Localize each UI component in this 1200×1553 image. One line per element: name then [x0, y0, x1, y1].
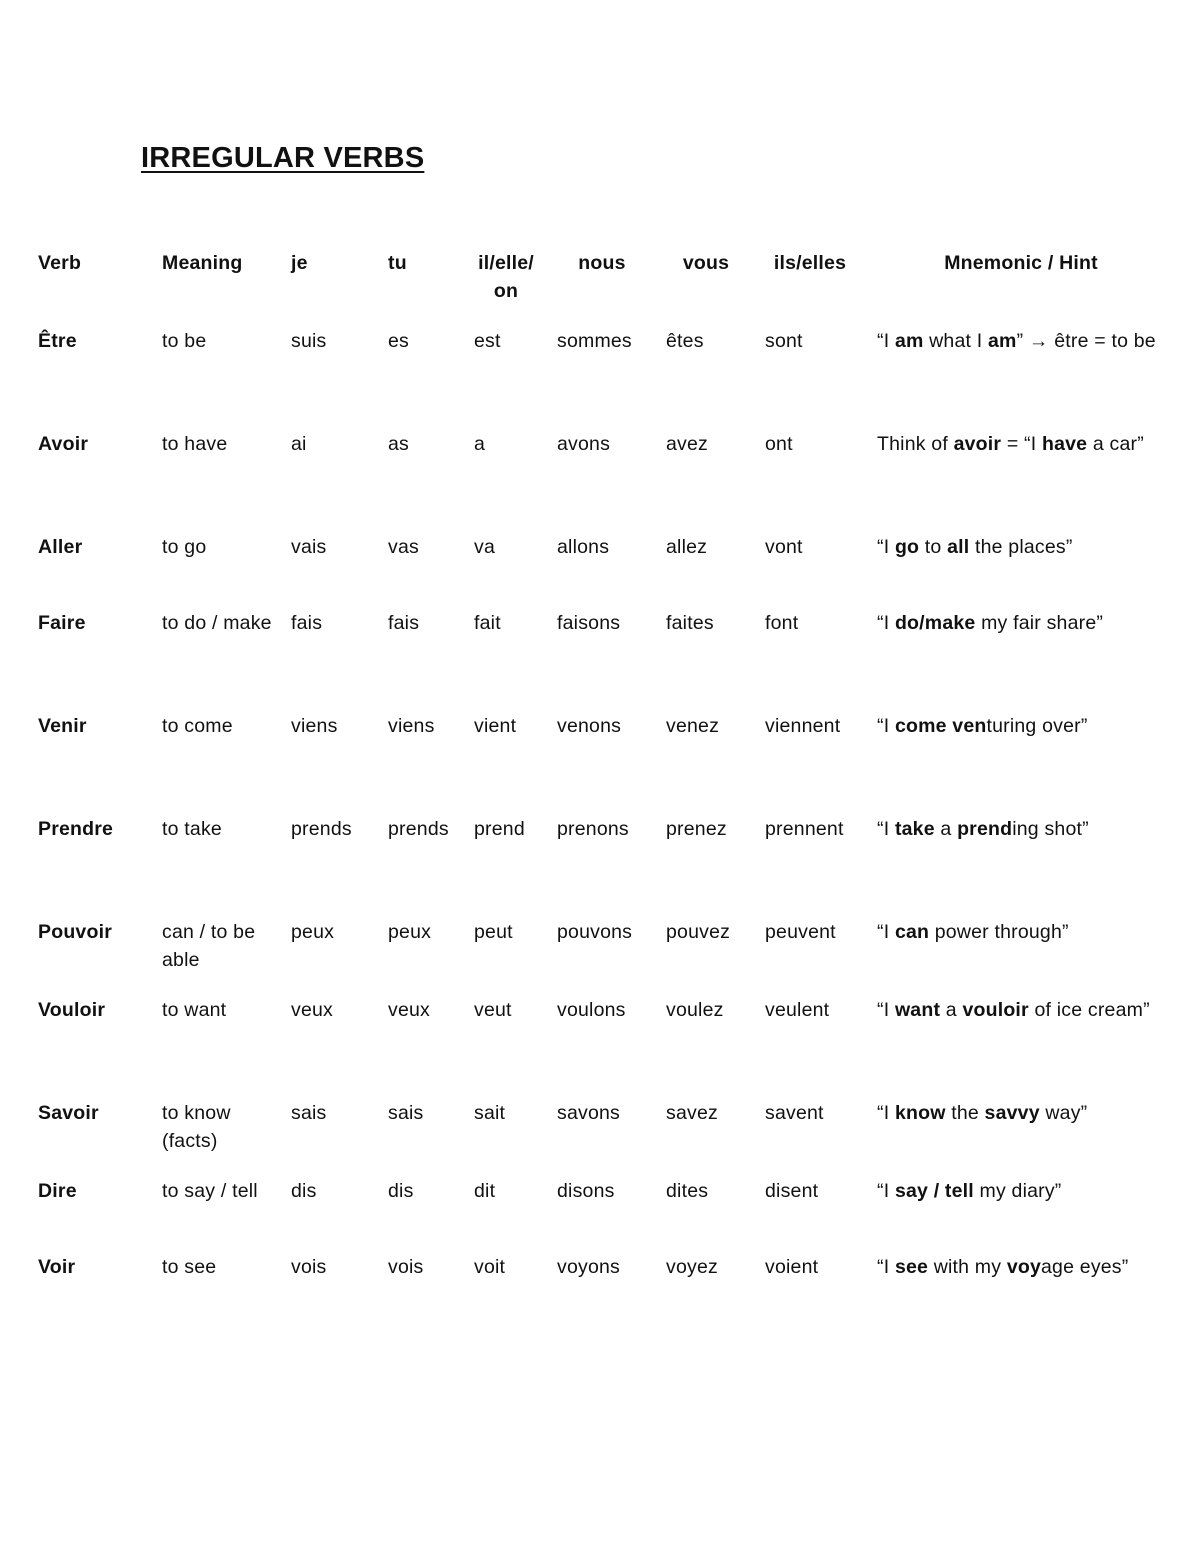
- cell-il: voit: [474, 1256, 506, 1278]
- mnemonic-hint: [877, 815, 1177, 843]
- header-ils: ils/elles: [773, 252, 847, 274]
- cell-ils: prennent: [765, 818, 844, 840]
- hint-text: a: [934, 818, 958, 840]
- mnemonic-hint: [877, 918, 1177, 946]
- hint-text: “I: [877, 612, 895, 634]
- verb-name: Avoir: [38, 433, 89, 455]
- hint-text: of ice cream”: [1028, 999, 1150, 1021]
- cell-tu: es: [388, 330, 409, 352]
- hint-text: to: [919, 536, 948, 558]
- cell-tu: veux: [388, 999, 430, 1021]
- hint-text: turing over”: [986, 715, 1088, 737]
- cell-nous: pouvons: [557, 921, 633, 943]
- cell-meaning: to go: [162, 536, 207, 558]
- hint-emphasis: am: [988, 330, 1017, 352]
- hint-text: = “I: [1001, 433, 1042, 455]
- hint-text: with my: [928, 1256, 1007, 1278]
- cell-vous: êtes: [666, 330, 704, 352]
- hint-text: my fair share”: [975, 612, 1104, 634]
- verb-name: Voir: [38, 1256, 76, 1278]
- verb-name: Venir: [38, 715, 87, 737]
- hint-emphasis: can: [894, 921, 930, 943]
- hint-text: Think of: [877, 433, 954, 455]
- hint-text: “I: [877, 818, 895, 840]
- cell-je: viens: [291, 715, 338, 737]
- mnemonic-hint: [877, 327, 1177, 355]
- cell-tu: viens: [388, 715, 435, 737]
- mnemonic-hint: [877, 430, 1177, 458]
- cell-vous: allez: [666, 536, 708, 558]
- cell-meaning: to see: [162, 1256, 217, 1278]
- mnemonic-hint: [877, 1177, 1177, 1205]
- cell-tu: dis: [388, 1180, 414, 1202]
- cell-il: vient: [474, 715, 517, 737]
- cell-tu: prends: [388, 818, 449, 840]
- header-meaning: Meaning: [162, 252, 243, 274]
- hint-text: “I: [877, 1102, 895, 1124]
- hint-text: my diary”: [973, 1180, 1062, 1202]
- cell-meaning: to know (facts): [162, 1102, 231, 1152]
- verb-name: Aller: [38, 536, 83, 558]
- mnemonic-hint: [877, 712, 1177, 740]
- cell-nous: avons: [557, 433, 611, 455]
- cell-nous: venons: [557, 715, 622, 737]
- hint-emphasis: say / tell: [894, 1180, 974, 1202]
- cell-nous: allons: [557, 536, 610, 558]
- hint-text: “I: [877, 921, 895, 943]
- cell-tu: peux: [388, 921, 432, 943]
- mnemonic-hint: [877, 1253, 1177, 1281]
- cell-ils: peuvent: [765, 921, 836, 943]
- cell-ils: veulent: [765, 999, 830, 1021]
- cell-ils: savent: [765, 1102, 824, 1124]
- hint-text: age eyes”: [1041, 1256, 1129, 1278]
- cell-meaning: to come: [162, 715, 233, 737]
- cell-il: peut: [474, 921, 513, 943]
- hint-text: “I: [877, 330, 895, 352]
- cell-nous: voulons: [557, 999, 626, 1021]
- cell-il: prend: [474, 818, 525, 840]
- hint-emphasis: avoir: [953, 433, 1002, 455]
- cell-meaning: to say / tell: [162, 1180, 258, 1202]
- verb-name: Être: [38, 330, 77, 352]
- cell-vous: voyez: [666, 1256, 718, 1278]
- hint-emphasis: vouloir: [962, 999, 1029, 1021]
- cell-meaning: to have: [162, 433, 228, 455]
- cell-tu: as: [388, 433, 409, 455]
- cell-nous: faisons: [557, 612, 621, 634]
- hint-emphasis: am: [894, 330, 924, 352]
- cell-meaning: to take: [162, 818, 222, 840]
- cell-vous: avez: [666, 433, 708, 455]
- cell-ils: ont: [765, 433, 793, 455]
- mnemonic-hint: [877, 1099, 1177, 1127]
- cell-je: peux: [291, 921, 335, 943]
- hint-text: a: [940, 999, 963, 1021]
- cell-ils: disent: [765, 1180, 819, 1202]
- cell-nous: savons: [557, 1102, 620, 1124]
- cell-tu: fais: [388, 612, 420, 634]
- cell-nous: disons: [557, 1180, 615, 1202]
- hint-emphasis: have: [1041, 433, 1088, 455]
- mnemonic-hint: [877, 533, 1177, 561]
- cell-il: dit: [474, 1180, 496, 1202]
- hint-emphasis: come ven: [894, 715, 987, 737]
- cell-ils: sont: [765, 330, 803, 352]
- hint-emphasis: voy: [1006, 1256, 1042, 1278]
- cell-je: veux: [291, 999, 333, 1021]
- hint-text: ing shot”: [1012, 818, 1089, 840]
- hint-emphasis: take: [894, 818, 935, 840]
- cell-je: sais: [291, 1102, 327, 1124]
- hint-text: power through”: [929, 921, 1069, 943]
- hint-text: “I: [877, 1180, 895, 1202]
- cell-il: a: [474, 433, 486, 455]
- cell-je: dis: [291, 1180, 317, 1202]
- cell-meaning: to want: [162, 999, 227, 1021]
- cell-je: vois: [291, 1256, 327, 1278]
- cell-nous: prenons: [557, 818, 629, 840]
- cell-tu: sais: [388, 1102, 424, 1124]
- verb-name: Dire: [38, 1180, 77, 1202]
- cell-il: sait: [474, 1102, 506, 1124]
- cell-meaning: can / to be able: [162, 921, 256, 971]
- header-verb: Verb: [38, 252, 82, 274]
- verb-name: Faire: [38, 612, 86, 634]
- header-il: il/elle/ on: [478, 252, 534, 302]
- cell-je: vais: [291, 536, 327, 558]
- cell-ils: viennent: [765, 715, 841, 737]
- cell-il: est: [474, 330, 501, 352]
- hint-text: “I: [877, 536, 895, 558]
- header-vous: vous: [682, 252, 730, 274]
- cell-tu: vas: [388, 536, 419, 558]
- cell-vous: venez: [666, 715, 720, 737]
- verb-name: Prendre: [38, 818, 114, 840]
- header-hint: Mnemonic / Hint: [944, 252, 1098, 274]
- header-tu: tu: [388, 252, 407, 274]
- hint-text: the: [945, 1102, 985, 1124]
- hint-text: the places”: [969, 536, 1073, 558]
- mnemonic-hint: [877, 996, 1177, 1024]
- header-je: je: [291, 252, 308, 274]
- hint-emphasis: know: [894, 1102, 946, 1124]
- cell-nous: voyons: [557, 1256, 620, 1278]
- page-title: IRREGULAR VERBS: [141, 142, 425, 174]
- cell-il: fait: [474, 612, 501, 634]
- cell-je: prends: [291, 818, 352, 840]
- hint-text: way”: [1039, 1102, 1088, 1124]
- cell-nous: sommes: [557, 330, 632, 352]
- hint-text: what I: [923, 330, 988, 352]
- cell-vous: faites: [666, 612, 714, 634]
- hint-text: “I: [877, 1256, 895, 1278]
- hint-text: ” → être = to be: [1016, 330, 1156, 352]
- cell-tu: vois: [388, 1256, 424, 1278]
- hint-emphasis: see: [894, 1256, 929, 1278]
- cell-il: va: [474, 536, 495, 558]
- verb-name: Pouvoir: [38, 921, 112, 943]
- hint-emphasis: prend: [957, 818, 1013, 840]
- header-nous: nous: [578, 252, 626, 274]
- cell-vous: dites: [666, 1180, 709, 1202]
- verb-name: Vouloir: [38, 999, 106, 1021]
- verb-name: Savoir: [38, 1102, 99, 1124]
- hint-text: a car”: [1087, 433, 1144, 455]
- cell-vous: pouvez: [666, 921, 731, 943]
- cell-je: ai: [291, 433, 307, 455]
- hint-emphasis: want: [894, 999, 941, 1021]
- cell-meaning: to do / make: [162, 612, 272, 634]
- cell-je: suis: [291, 330, 327, 352]
- hint-emphasis: all: [947, 536, 970, 558]
- cell-ils: voient: [765, 1256, 819, 1278]
- hint-emphasis: savvy: [984, 1102, 1040, 1124]
- hint-text: “I: [877, 999, 895, 1021]
- mnemonic-hint: [877, 609, 1177, 637]
- hint-emphasis: go: [894, 536, 920, 558]
- cell-il: veut: [474, 999, 512, 1021]
- cell-vous: prenez: [666, 818, 727, 840]
- hint-emphasis: do/make: [894, 612, 976, 634]
- cell-vous: savez: [666, 1102, 718, 1124]
- cell-ils: vont: [765, 536, 803, 558]
- cell-meaning: to be: [162, 330, 207, 352]
- cell-vous: voulez: [666, 999, 724, 1021]
- cell-je: fais: [291, 612, 323, 634]
- cell-ils: font: [765, 612, 799, 634]
- hint-text: “I: [877, 715, 895, 737]
